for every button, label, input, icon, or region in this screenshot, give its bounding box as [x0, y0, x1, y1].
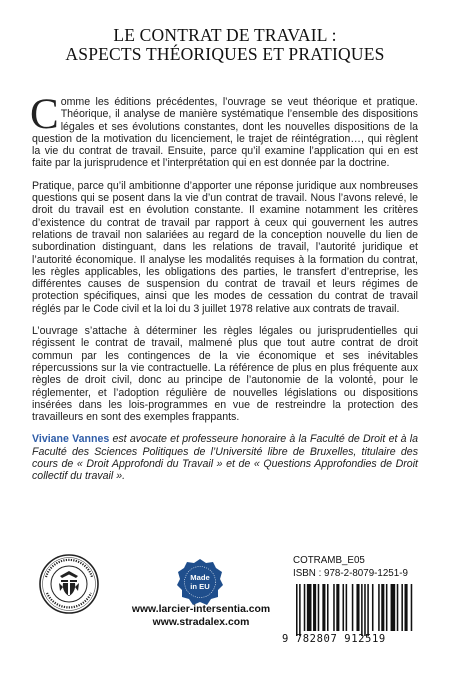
barcode-bar: [336, 584, 339, 631]
university-seal-icon: [38, 553, 100, 615]
barcode-number: 9 782807 912519: [282, 633, 386, 645]
barcode-bar: [356, 584, 359, 631]
barcode-bar: [322, 584, 325, 631]
drop-cap: C: [30, 91, 59, 138]
barcode-bar: [318, 584, 320, 631]
author-bio: [32, 433, 418, 482]
paragraph-3: L’ouvrage s’attache à déterminer les règles légales ou jurisprudentielles qui régissent le contrat de travail, malmené plus que tout autre contrat de droit commun par les contingences de la vie économique et ses inévitables répercussions sur la vie contractuelle. La référence de plus en plus fréquente aux règles de droit civil, donc au principe de l’autonomie de la volonté, pour le réglementer, et l’adoption régulière de nouvelles législations ou dispositions insérées dans les lois-programmes en vue de restreindre la protection des travailleurs en sont des exemples frappants.: [32, 325, 418, 424]
badge-shape-icon: [176, 558, 224, 606]
author-bio-text: est avocate et professeure honoraire à la Faculté de Droit et à la Faculté des Sciences Politiques de l’Université libre de Bruxelles, titulaire des cours de « Droit Approfondi du Travail » et de « Questions Approfondies de Droit collectif du travail ».: [32, 433, 419, 483]
badge-line-1: Made: [190, 573, 210, 582]
website-1[interactable]: www.larcier-intersentia.com: [131, 604, 271, 615]
isbn: ISBN : 978-2-8079-1251-9: [293, 567, 408, 579]
badge-line-2: in EU: [190, 582, 210, 591]
title-line-2: ASPECTS THÉORIQUES ET PRATIQUES: [65, 44, 385, 64]
barcode-bar: [401, 584, 403, 631]
barcode-bar: [352, 584, 354, 631]
barcode-bar: [333, 584, 335, 631]
barcode-bar: [296, 584, 298, 636]
barcode-bar: [391, 584, 396, 631]
barcode-bar: [397, 584, 399, 631]
title-line-1: LE CONTRAT DE TRAVAIL :: [113, 25, 337, 45]
publisher-websites: [126, 604, 276, 629]
barcode-bar: [343, 584, 345, 631]
barcode-bar: [361, 584, 363, 636]
website-2[interactable]: www.stradalex.com: [152, 616, 250, 628]
barcode-bar: [307, 584, 312, 631]
barcode-bar: [372, 584, 374, 631]
paragraph-2: Pratique, parce qu’il ambitionne d’apporter une réponse juridique aux nombreuses questions qui se posent dans la vie d’un contrat de travail. Nous l’avons relevé, le droit du travail est en évolution constante. Il examine notamment les critères d’existence du contrat de travail par rapport à ceux qui gouvernent les autres relations de travail non salariées au regard de la conception nouvelle du lien de subordination distinguant, dans les relations de travail, l’autorité juridique et l’autorité économique. Il analyse les modalités requises à la formation du contrat, les règles applicables, les obligations des parties, le transfert d’entreprise, les différentes causes de suspension du contrat de travail et leurs régimes de protection spécifiques, ainsi que les modes de cessation du contrat de travail réglés par le Code civil et la loi du 3 juillet 1978 relative aux contrats de travail.: [32, 179, 418, 315]
barcode-bar: [405, 584, 408, 631]
author-name: Viviane Vannes: [32, 433, 110, 446]
barcode-bar: [364, 584, 366, 636]
barcode-bar: [304, 584, 306, 631]
paragraph-1: [30, 91, 418, 170]
barcode-bar: [299, 584, 301, 636]
barcode-bar: [367, 584, 369, 636]
barcode-bar: [386, 584, 388, 631]
barcode-bar: [411, 584, 413, 631]
barcode-bar: [327, 584, 329, 631]
paragraph-1-text: omme les éditions précédentes, l’ouvrage se veut théorique et pratique. Théorique, il analyse de manière systématique l’ensemble des dispositions légales et ses évolutions constantes, dont les nouvelles dispositions de la question de la motivation du licenciement, le trajet de réintégration…, qui règlent la vie du contrat de travail. Ensuite, parce qu’il examine l’application qui en est faite par la jurisprudence et l’interprétation qui en est donnée par la doctrine.: [32, 96, 418, 170]
made-in-eu-badge: [176, 558, 224, 606]
barcode-bar: [313, 584, 316, 631]
product-codes: [293, 555, 408, 580]
back-cover-text: [30, 91, 419, 493]
book-title: [0, 26, 450, 64]
barcode-bar: [346, 584, 348, 631]
barcode-bar: [381, 584, 384, 631]
reference-code: COTRAMB_E05: [293, 555, 365, 566]
barcode-bar: [378, 584, 380, 631]
